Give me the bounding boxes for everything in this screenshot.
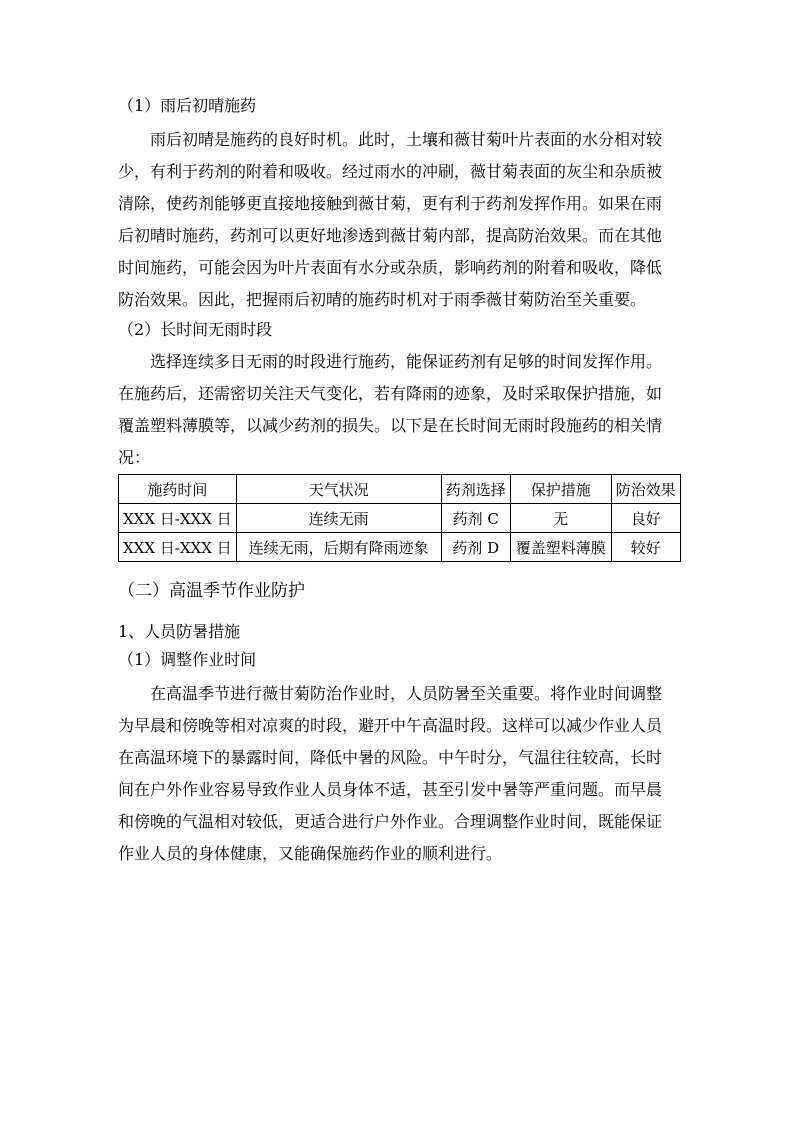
paragraph-line: 在施药后，还需密切关注天气变化，若有降雨的迹象，及时采取保护措施，如: [118, 384, 663, 403]
table-cell: 无: [510, 504, 611, 533]
table-header-cell: 药剂选择: [441, 475, 510, 504]
section-heading-adjust-time: （1）调整作业时间: [118, 650, 257, 669]
section-heading-no-rain: （2）长时间无雨时段: [118, 320, 273, 339]
paragraph-adjust-time: [118, 678, 674, 870]
table-cell: 连续无雨: [236, 504, 441, 533]
table-cell: 良好: [611, 504, 680, 533]
paragraph-line: 在高温季节进行薇甘菊防治作业时，人员防暑至关重要。将作业时间调整: [150, 684, 663, 703]
table-cell: XXX 日-XXX 日: [119, 504, 237, 533]
table-header-row: [119, 475, 681, 504]
table-cell: XXX 日-XXX 日: [119, 533, 237, 562]
paragraph-line: 和傍晚的气温相对较低，更适合进行户外作业。合理调整作业时间，既能保证: [118, 812, 663, 831]
paragraph-line: 况：: [118, 448, 151, 467]
paragraph-line: 为早晨和傍晚等相对凉爽的时段，避开中午高温时段。这样可以减少作业人员: [118, 716, 663, 735]
table-header-cell: 施药时间: [119, 475, 237, 504]
paragraph-no-rain: [118, 346, 674, 474]
table-cell: 覆盖塑料薄膜: [510, 533, 611, 562]
chapter-title-high-temp: （二）高温季节作业防护: [118, 581, 305, 601]
paragraph-line: 在高温环境下的暴露时间，降低中暑的风险。中午时分，气温往往较高，长时: [118, 748, 663, 767]
paragraph-line: 选择连续多日无雨的时段进行施药，能保证药剂有足够的时间发挥作用。: [150, 352, 663, 371]
spraying-info-table: [118, 474, 681, 562]
paragraph-line: 间在户外作业容易导致作业人员身体不适，甚至引发中暑等严重问题。而早晨: [118, 780, 663, 799]
paragraph-line: 清除，使药剂能够更直接地接触到薇甘菊，更有利于药剂发挥作用。如果在雨: [118, 194, 663, 213]
table-row: [119, 533, 681, 562]
section-heading-rain-clear: （1）雨后初晴施药: [118, 96, 257, 115]
table-cell: 连续无雨，后期有降雨迹象: [236, 533, 441, 562]
table-cell: 药剂 C: [441, 504, 510, 533]
table-header-cell: 保护措施: [510, 475, 611, 504]
paragraph-rain-clear: [118, 124, 674, 316]
paragraph-line: 雨后初晴是施药的良好时机。此时，土壤和薇甘菊叶片表面的水分相对较: [150, 130, 663, 149]
paragraph-line: 防治效果。因此，把握雨后初晴的施药时机对于雨季薇甘菊防治至关重要。: [118, 290, 647, 309]
table-cell: 药剂 D: [441, 533, 510, 562]
table-header-cell: 天气状况: [236, 475, 441, 504]
table-header-cell: 防治效果: [611, 475, 680, 504]
paragraph-line: 时间施药，可能会因为叶片表面有水分或杂质，影响药剂的附着和吸收，降低: [118, 258, 663, 277]
paragraph-line: 覆盖塑料薄膜等，以减少药剂的损失。以下是在长时间无雨时段施药的相关情: [118, 416, 663, 435]
table-cell: 较好: [611, 533, 680, 562]
table-row: [119, 504, 681, 533]
subheading-heatstroke: 1、人员防暑措施: [118, 622, 241, 641]
paragraph-line: 作业人员的身体健康，又能确保施药作业的顺利进行。: [118, 844, 503, 863]
paragraph-line: 少，有利于药剂的附着和吸收。经过雨水的冲刷，薇甘菊表面的灰尘和杂质被: [118, 162, 663, 181]
paragraph-line: 后初晴时施药，药剂可以更好地渗透到薇甘菊内部，提高防治效果。而在其他: [118, 226, 663, 245]
